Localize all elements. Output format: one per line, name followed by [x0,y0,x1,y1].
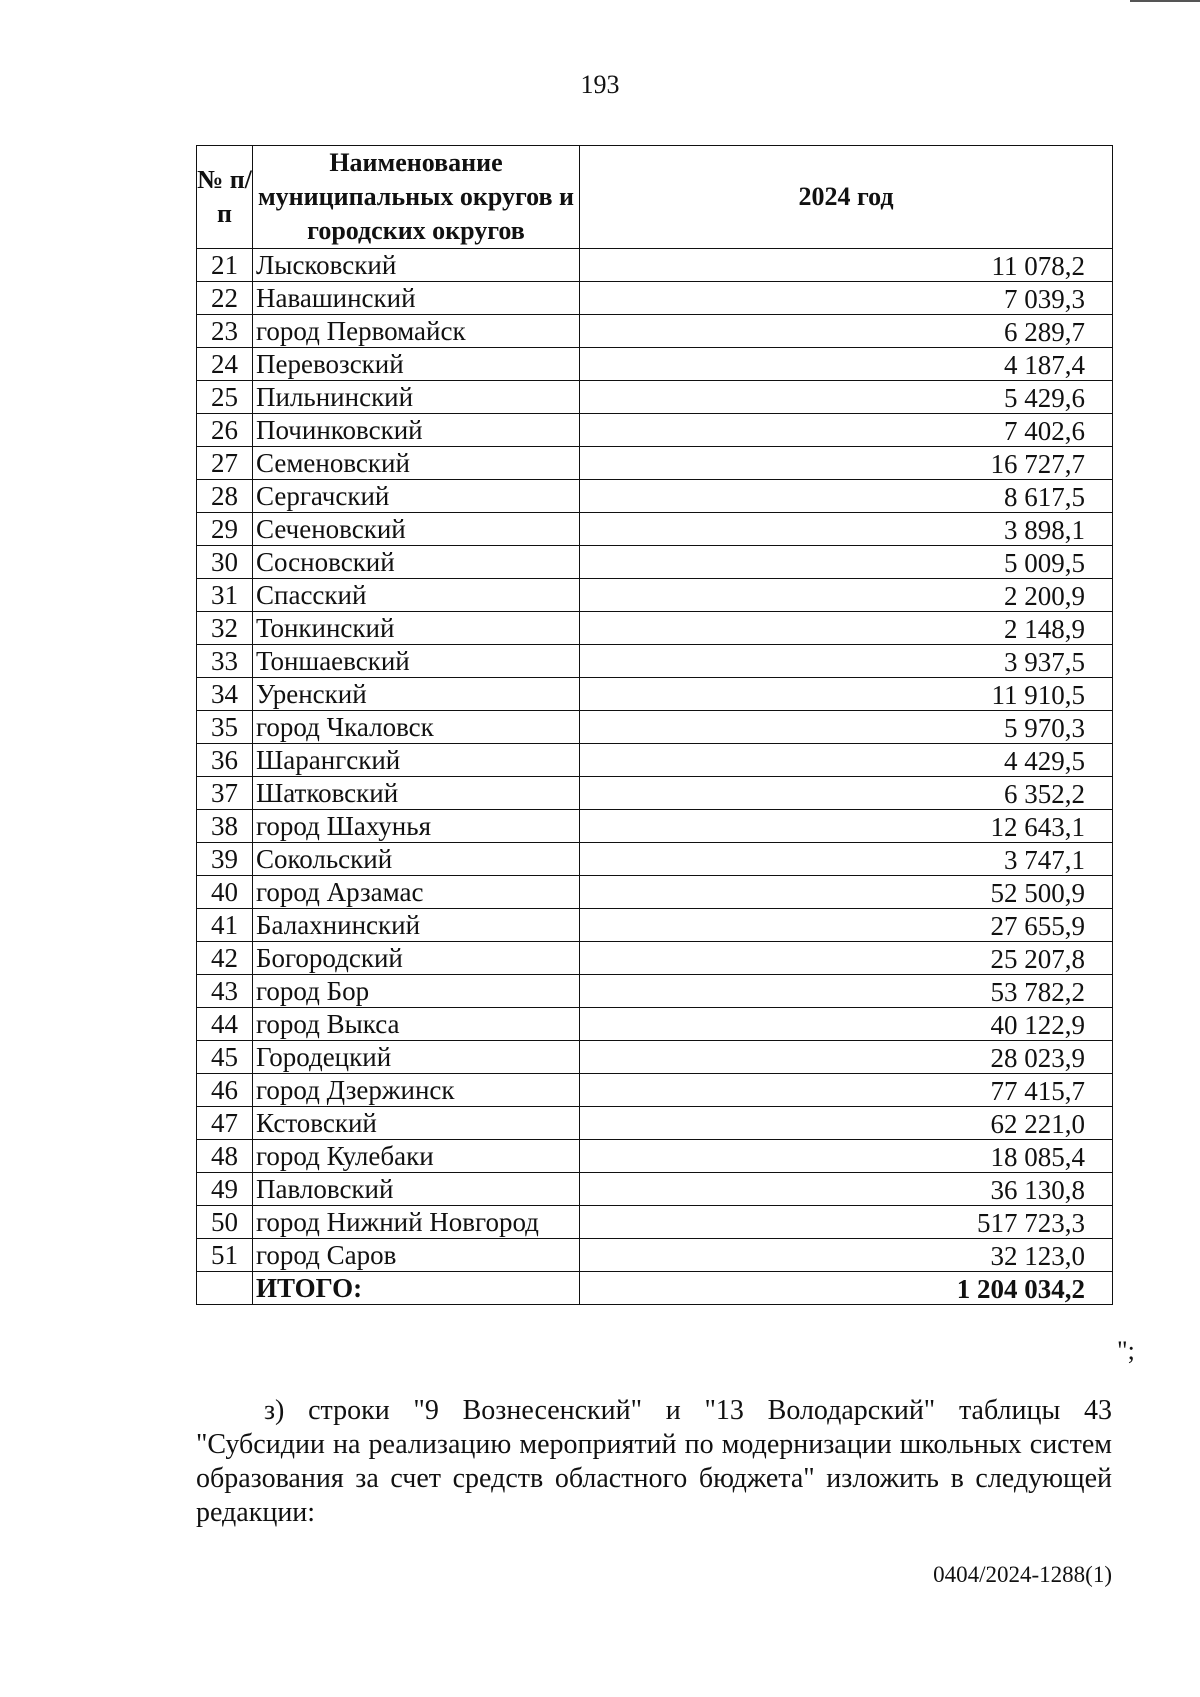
closing-quote: "; [1117,1336,1135,1365]
document-code: 0404/2024-1288(1) [933,1562,1112,1587]
row-name: Богородский [253,942,580,975]
row-number: 32 [197,612,253,645]
header-name: Наименование муниципальных округов и городских округов [253,146,580,249]
table-row [197,1140,1113,1173]
total-value: 1 204 034,2 [580,1272,1113,1305]
row-value: 11 078,2 [580,249,1113,282]
row-value: 4 429,5 [580,744,1113,777]
row-name: город Чкаловск [253,711,580,744]
table-row [197,942,1113,975]
row-name: город Бор [253,975,580,1008]
row-value: 8 617,5 [580,480,1113,513]
row-number: 44 [197,1008,253,1041]
row-number: 24 [197,348,253,381]
row-name: Починковский [253,414,580,447]
row-value: 6 352,2 [580,777,1113,810]
row-number: 40 [197,876,253,909]
row-value: 3 747,1 [580,843,1113,876]
row-name: город Арзамас [253,876,580,909]
table-row [197,447,1113,480]
row-name: город Выкса [253,1008,580,1041]
row-name: Сосновский [253,546,580,579]
page-number: 193 [580,70,620,99]
table-row [197,711,1113,744]
row-number: 47 [197,1107,253,1140]
row-value: 12 643,1 [580,810,1113,843]
row-number: 26 [197,414,253,447]
row-name: Сергачский [253,480,580,513]
table-row [197,513,1113,546]
table-row [197,546,1113,579]
table-row [197,1008,1113,1041]
row-name: Уренский [253,678,580,711]
row-value: 11 910,5 [580,678,1113,711]
table-row [197,1107,1113,1140]
row-value: 2 200,9 [580,579,1113,612]
row-name: город Саров [253,1239,580,1272]
row-value: 7 402,6 [580,414,1113,447]
row-value: 3 937,5 [580,645,1113,678]
table-row [197,777,1113,810]
row-name: Пильнинский [253,381,580,414]
row-value: 53 782,2 [580,975,1113,1008]
table-row [197,282,1113,315]
table-row [197,348,1113,381]
row-value: 5 429,6 [580,381,1113,414]
row-name: Навашинский [253,282,580,315]
row-number: 28 [197,480,253,513]
row-number: 51 [197,1239,253,1272]
total-empty-cell [197,1272,253,1305]
row-name: Семеновский [253,447,580,480]
scan-corner-line [1130,0,1200,2]
table-row [197,249,1113,282]
row-value: 32 123,0 [580,1239,1113,1272]
row-value: 28 023,9 [580,1041,1113,1074]
row-value: 52 500,9 [580,876,1113,909]
row-number: 39 [197,843,253,876]
row-number: 46 [197,1074,253,1107]
row-value: 4 187,4 [580,348,1113,381]
row-number: 50 [197,1206,253,1239]
row-value: 27 655,9 [580,909,1113,942]
row-value: 3 898,1 [580,513,1113,546]
row-number: 21 [197,249,253,282]
table-row [197,810,1113,843]
table-row [197,480,1113,513]
row-name: Сокольский [253,843,580,876]
row-number: 45 [197,1041,253,1074]
row-number: 36 [197,744,253,777]
row-name: Тоншаевский [253,645,580,678]
table-row [197,678,1113,711]
row-name: Шарангский [253,744,580,777]
subsidy-table [196,145,1113,1305]
row-number: 23 [197,315,253,348]
row-name: Кстовский [253,1107,580,1140]
table-row [197,909,1113,942]
table-row [197,843,1113,876]
row-name: Шатковский [253,777,580,810]
row-value: 18 085,4 [580,1140,1113,1173]
row-value: 40 122,9 [580,1008,1113,1041]
row-value: 77 415,7 [580,1074,1113,1107]
table-row [197,1074,1113,1107]
row-number: 34 [197,678,253,711]
table-header-row [197,146,1113,249]
row-value: 7 039,3 [580,282,1113,315]
row-number: 49 [197,1173,253,1206]
row-value: 2 148,9 [580,612,1113,645]
table-row [197,744,1113,777]
row-number: 41 [197,909,253,942]
row-value: 25 207,8 [580,942,1113,975]
row-value: 517 723,3 [580,1206,1113,1239]
row-number: 48 [197,1140,253,1173]
row-value: 5 009,5 [580,546,1113,579]
table-row [197,645,1113,678]
row-number: 29 [197,513,253,546]
table-row [197,381,1113,414]
row-value: 6 289,7 [580,315,1113,348]
total-label: ИТОГО: [253,1272,580,1305]
row-number: 42 [197,942,253,975]
table-row [197,1041,1113,1074]
row-name: город Дзержинск [253,1074,580,1107]
header-year: 2024 год [580,146,1113,249]
header-number: № п/п [197,146,253,249]
row-number: 35 [197,711,253,744]
table-row [197,1239,1113,1272]
table-row [197,612,1113,645]
amendment-paragraph: з) строки "9 Вознесенский" и "13 Володарский" таблицы 43 "Субсидии на реализацию мероприятий по модернизации школьных систем образования за счет средств областного бюджета" изложить в следующей редакции: [196,1395,1112,1528]
row-name: Тонкинский [253,612,580,645]
row-name: Павловский [253,1173,580,1206]
row-number: 22 [197,282,253,315]
row-name: город Первомайск [253,315,580,348]
row-name: Спасский [253,579,580,612]
row-number: 31 [197,579,253,612]
row-number: 27 [197,447,253,480]
row-name: город Кулебаки [253,1140,580,1173]
table-row [197,876,1113,909]
row-number: 33 [197,645,253,678]
row-name: Городецкий [253,1041,580,1074]
table-row [197,1206,1113,1239]
row-value: 62 221,0 [580,1107,1113,1140]
row-number: 37 [197,777,253,810]
row-value: 5 970,3 [580,711,1113,744]
row-number: 43 [197,975,253,1008]
total-row [197,1272,1113,1305]
row-name: город Шахунья [253,810,580,843]
table-row [197,975,1113,1008]
row-number: 30 [197,546,253,579]
row-name: Лысковский [253,249,580,282]
table-row [197,414,1113,447]
table-row [197,315,1113,348]
table-row [197,1173,1113,1206]
row-number: 38 [197,810,253,843]
row-value: 16 727,7 [580,447,1113,480]
row-value: 36 130,8 [580,1173,1113,1206]
row-number: 25 [197,381,253,414]
row-name: Балахнинский [253,909,580,942]
row-name: Перевозский [253,348,580,381]
row-name: город Нижний Новгород [253,1206,580,1239]
table-row [197,579,1113,612]
row-name: Сеченовский [253,513,580,546]
